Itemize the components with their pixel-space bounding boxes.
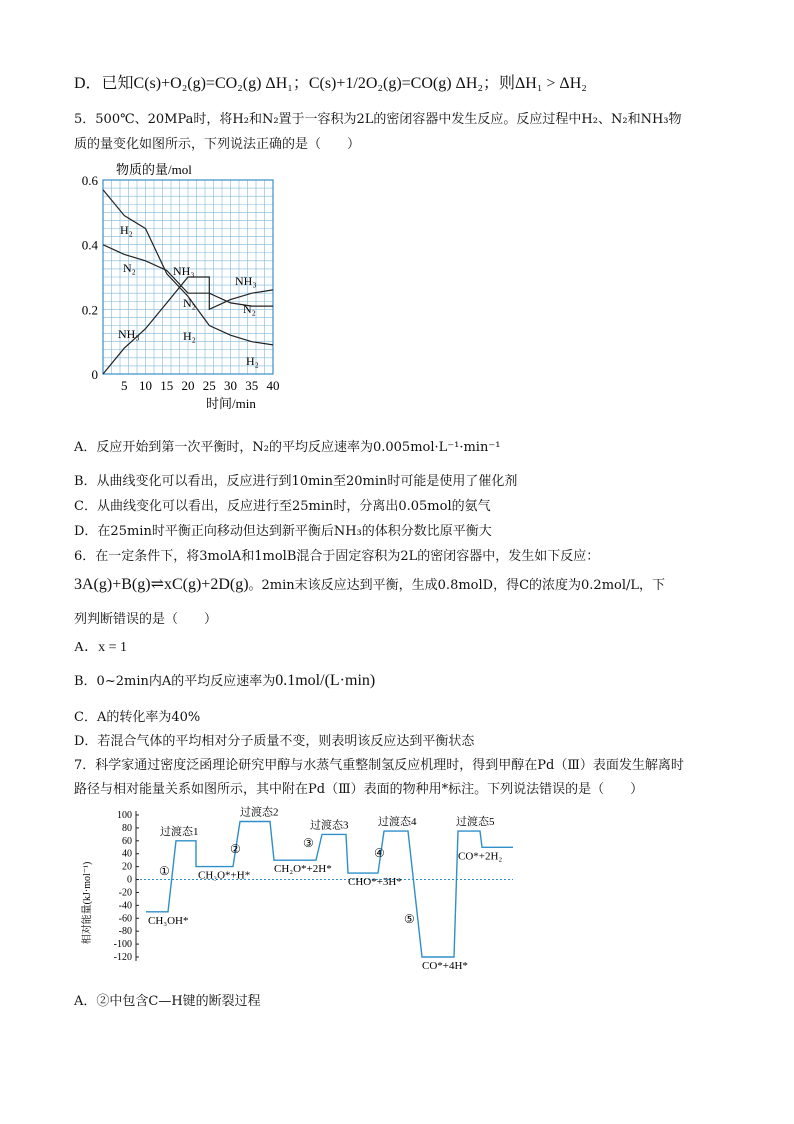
q5-y-tick: 0.2 (81, 302, 98, 318)
q5-xlabel: 时间/min (206, 396, 256, 411)
q6-stem-line1: 6．在一定条件下，将3molA和1molB混合于固定容积为2L的密闭容器中，发生如下反应： (74, 549, 600, 564)
q5-stem-line2: 质的量变化如图所示，下列说法正确的是（ ） (74, 137, 361, 152)
q6-stem-line3: 列判断错误的是（ ） (74, 612, 218, 627)
q6-option-b (74, 670, 375, 690)
q7-energy-diagram (78, 805, 518, 975)
q6-equation: 3A(g)+B(g)⇌xC(g)+2D(g) (74, 576, 249, 593)
q6-option-c: C．A的转化率为40% (74, 710, 201, 725)
q7-y-tick: -120 (113, 952, 132, 963)
q7-step-label: CO*+2H₂ (458, 850, 503, 863)
q5-label-nh3-a: NH₃ (173, 264, 195, 278)
q7-step-label: 过渡态3 (310, 819, 349, 832)
q6-option-b-text: B．0~2min内A的平均反应速率为 (74, 674, 276, 689)
q5-option-c: C．从曲线变化可以看出，反应进行至25min时，分离出0.05mol的氨气 (74, 499, 491, 514)
q7-marker-1: ① (159, 864, 170, 878)
q5-label-nh3-c: NH₃ (118, 327, 140, 341)
q6-stem-line2 (74, 574, 665, 594)
q5-x-tick: 10 (139, 378, 152, 393)
q7-y-tick: -20 (118, 887, 132, 899)
q7-y-tick: -80 (118, 926, 132, 938)
q5-y-tick: 0.4 (81, 237, 98, 253)
q7-marker-2: ② (230, 842, 241, 856)
q5-label-n2-c: N₂ (243, 302, 256, 316)
q7-step-label: CH₃OH* (148, 914, 189, 927)
q5-chart (78, 162, 288, 417)
q7-y-tick: 80 (122, 822, 132, 834)
q7-y-tick: 60 (122, 835, 132, 847)
q7-y-tick: 100 (117, 810, 132, 821)
q5-y-tick: 0.6 (81, 173, 98, 188)
q7-step-label: CH₂O*+2H* (274, 863, 332, 876)
q7-stem-line1: 7．科学家通过密度泛函理论研究甲醇与水蒸气重整制氢反应机理时，得到甲醇在Pd（Ⅲ）表面发生解离时 (74, 758, 684, 773)
q5-x-tick: 20 (181, 378, 195, 393)
q7-y-tick: -100 (113, 939, 132, 951)
q5-x-tick: 15 (160, 378, 174, 393)
q7-ylabel: 相对能量(kJ·mol⁻¹) (82, 861, 93, 945)
q5-label-h2-c: H₂ (246, 354, 259, 368)
q6-stem-rest: 。2min末该反应达到平衡，生成0.8molD，得C的浓度为0.2mol/L，下 (248, 578, 666, 593)
q5-option-b: B．从曲线变化可以看出，反应进行到10min至20min时可能是使用了催化剂 (74, 474, 518, 489)
q5-label-nh3-b: NH₃ (235, 274, 257, 288)
q5-ylabel: 物质的量/mol (116, 162, 192, 177)
q7-y-tick: 40 (122, 848, 132, 860)
q7-y-tick: 20 (122, 861, 132, 873)
q7-option-a: A．②中包含C—H键的断裂过程 (74, 994, 261, 1009)
q5-x-tick: 25 (202, 378, 216, 393)
q6-option-a: A．x = 1 (74, 640, 128, 655)
q5-label-n2-a: N₂ (123, 261, 136, 275)
q5-x-tick: 40 (266, 378, 280, 393)
q7-marker-4: ④ (374, 846, 385, 860)
q7-y-tick: -60 (118, 913, 132, 925)
q7-step-label: CO*+4H* (422, 960, 468, 972)
q5-x-tick: 35 (245, 378, 259, 393)
q5-label-h2-a: H₂ (120, 223, 133, 237)
q7-step-label: CHO*+3H* (348, 876, 402, 889)
q5-label-n2-b: N₂ (183, 296, 196, 310)
q4-option-d: D．已知C(s)+O₂(g)=CO₂(g) ΔH₁；C(s)+1/2O₂(g)=CO(g) ΔH₂；则ΔH₁ > ΔH₂ (74, 75, 587, 92)
q7-marker-5: ⑤ (404, 912, 415, 926)
q7-step-label: 过渡态4 (378, 816, 417, 829)
q7-y-tick: 0 (127, 874, 132, 886)
q5-option-d: D．在25min时平衡正向移动但达到新平衡后NH₃的体积分数比原平衡大 (74, 524, 492, 539)
q7-marker-3: ③ (303, 836, 314, 850)
q7-step-label: 过渡态1 (160, 825, 199, 838)
q7-step-label: 过渡态5 (456, 816, 495, 829)
q5-option-a: A．反应开始到第一次平衡时，N₂的平均反应速率为0.005mol·L⁻¹·min⁻¹ (74, 440, 501, 455)
q7-step-label: CH₃O*+H* (198, 869, 251, 882)
q5-y-tick: 0 (91, 367, 98, 382)
q5-stem-line1: 5．500℃、20MPa时，将H₂和N₂置于一容积为2L的密闭容器中发生反应。反应过程中H₂、N₂和NH₃物 (74, 112, 682, 127)
q5-x-tick: 30 (224, 378, 237, 393)
q5-x-tick: 5 (121, 378, 128, 393)
q6-option-d: D．若混合气体的平均相对分子质量不变，则表明该反应达到平衡状态 (74, 734, 475, 749)
q7-energy-path (146, 822, 513, 958)
q7-y-tick: -40 (118, 900, 132, 912)
q6-option-b-value: 0.1mol/(L·min) (275, 672, 376, 689)
q7-stem-line2: 路径与相对能量关系如图所示，其中附在Pd（Ⅲ）表面的物种用*标注。下列说法错误的是（ ） (74, 782, 644, 797)
q5-label-h2-b: H₂ (183, 329, 196, 343)
q7-step-label: 过渡态2 (240, 806, 279, 819)
